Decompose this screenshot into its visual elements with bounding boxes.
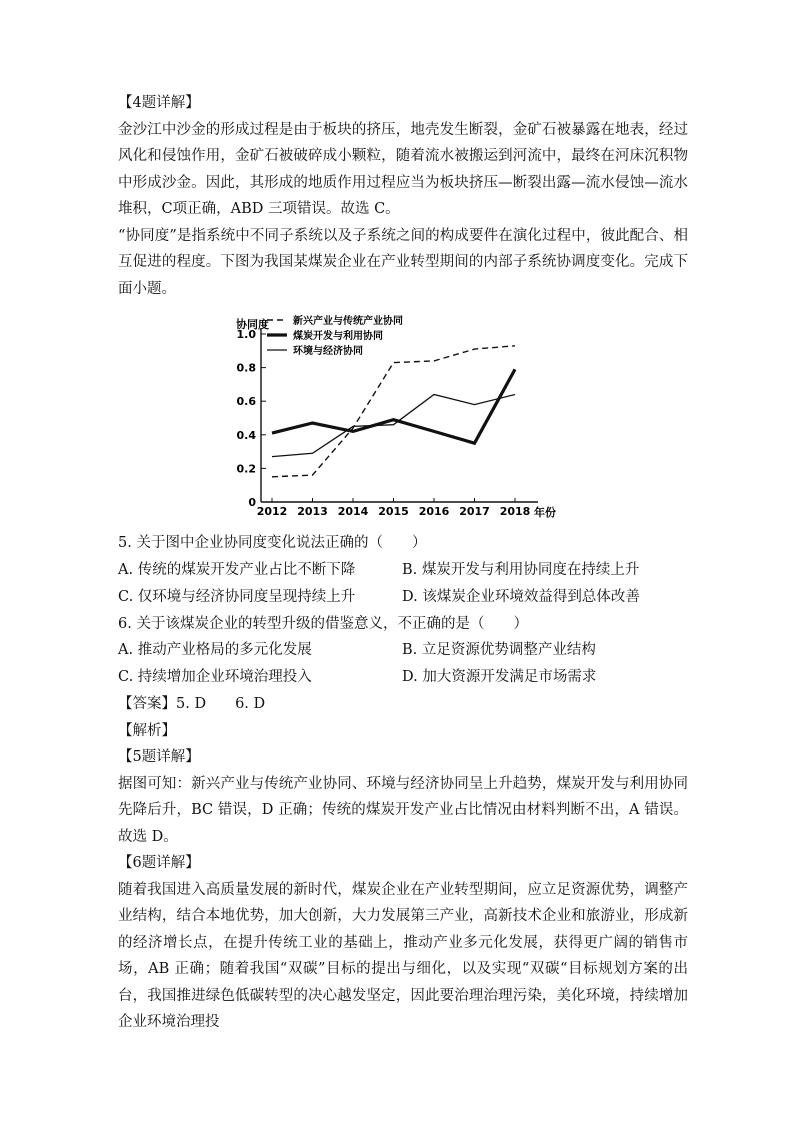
y-tick-label: 0.4 [236,428,256,442]
q5-detail-text: 据图可知：新兴产业与传统产业协同、环境与经济协同呈上升趋势，煤炭开发与利用协同先降后升，BC 错误，D 正确；传统的煤炭开发产业占比情况由材料判断不出，A 错误。故选 D。 [118,775,688,845]
y-axis-label: 协同度 [236,318,269,331]
x-tick-label: 2017 [459,505,490,518]
q6-option-d: D. 加大资源开发满足市场需求 [402,669,597,685]
x-tick-label: 2012 [256,505,288,518]
x-tick-label: 2018 [499,505,531,518]
q6-options-row-1 [118,637,688,664]
q6-option-b: B. 立足资源优势调整产业结构 [402,642,596,658]
series-line-1 [272,346,515,477]
x-tick-label: 2015 [378,505,409,518]
x-tick-label: 2014 [337,505,369,518]
q6-option-a: A. 推动产业格局的多元化发展 [118,642,312,658]
answer-line: 【答案】5. D 6. D [118,696,266,712]
y-tick-label: 0.8 [236,361,256,375]
analysis-heading: 【解析】 [118,722,176,739]
passage-intro: “协同度”是指系统中不同子系统以及子系统之间的构成要件在演化过程中，彼此配合、相互促进的程度。下图为我国某煤炭企业在产业转型期间的内部子系统协调度变化。完成下面小题。 [118,227,688,297]
q6-option-c: C. 持续增加企业环境治理投入 [118,669,312,685]
legend-label-3: 环境与经济协同 [293,346,363,357]
y-tick-label: 0.2 [236,462,256,476]
series-line-2 [272,369,515,443]
y-tick-label: 0 [248,496,256,509]
legend-label-2: 煤炭开发与利用协同 [293,331,383,342]
q5-stem: 5. 关于图中企业协同度变化说法正确的（ ） [118,535,427,551]
q5-detail-heading: 【5题详解】 [118,749,200,765]
x-tick-label: 2016 [418,505,450,518]
y-tick-label: 1.0 [236,328,256,341]
coordination-chart [118,314,688,522]
q6-options-row-2 [118,664,688,691]
q5-option-b: B. 煤炭开发与利用协同度在持续上升 [402,561,640,578]
q5-option-d: D. 该煤炭企业环境效益得到总体改善 [402,588,640,605]
document-page [118,90,688,1036]
legend-label-1: 新兴产业与传统产业协同 [293,316,403,327]
x-tick-label: 2013 [297,505,328,518]
q5-options-row-2 [118,584,688,611]
x-axis-label: 年份 [534,506,556,519]
q5-options-row-1 [118,557,688,584]
q4-heading: 【4题详解】 [118,95,200,111]
q4-explanation: 金沙江中沙金的形成过程是由于板块的挤压，地壳发生断裂，金矿石被暴露在地表，经过风化和侵蚀作用，金矿石被破碎成小颗粒，随着流水被搬运到河流中，最终在河床沉积物中形成沙金。因此，其形成的地质作用过程应当为板块挤压—断裂出露—流水侵蚀—流水堆积，C项正确，ABD 三项错误。故选 C。 [118,121,688,217]
q6-detail-text: 随着我国进入高质量发展的新时代，煤炭企业在产业转型期间，应立足资源优势，调整产业结构，结合本地优势，加大创新，大力发展第三产业，高新技术企业和旅游业，形成新的经济增长点，在提升传统工业的基础上，推动产业多元化发展，获得更广阔的销售市场，AB 正确；随着我国“双碳”目标的提出与细化，以及实现“双碳“目标规划方案的出台，我国推进绿色低碳转型的决心越发坚定，因此要治理治理污染，美化环境，持续增加企业环境治理投 [118,881,688,1030]
chart-svg [118,314,688,522]
q5-option-a: A. 传统的煤炭开发产业占比不断下降 [118,561,356,578]
q6-stem: 6. 关于该煤炭企业的转型升级的借鉴意义，不正确的是（ ） [118,615,528,632]
y-tick-label: 0.6 [236,395,256,409]
q6-detail-heading: 【6题详解】 [118,855,200,871]
q5-option-c: C. 仅环境与经济协同度呈现持续上升 [118,588,356,605]
